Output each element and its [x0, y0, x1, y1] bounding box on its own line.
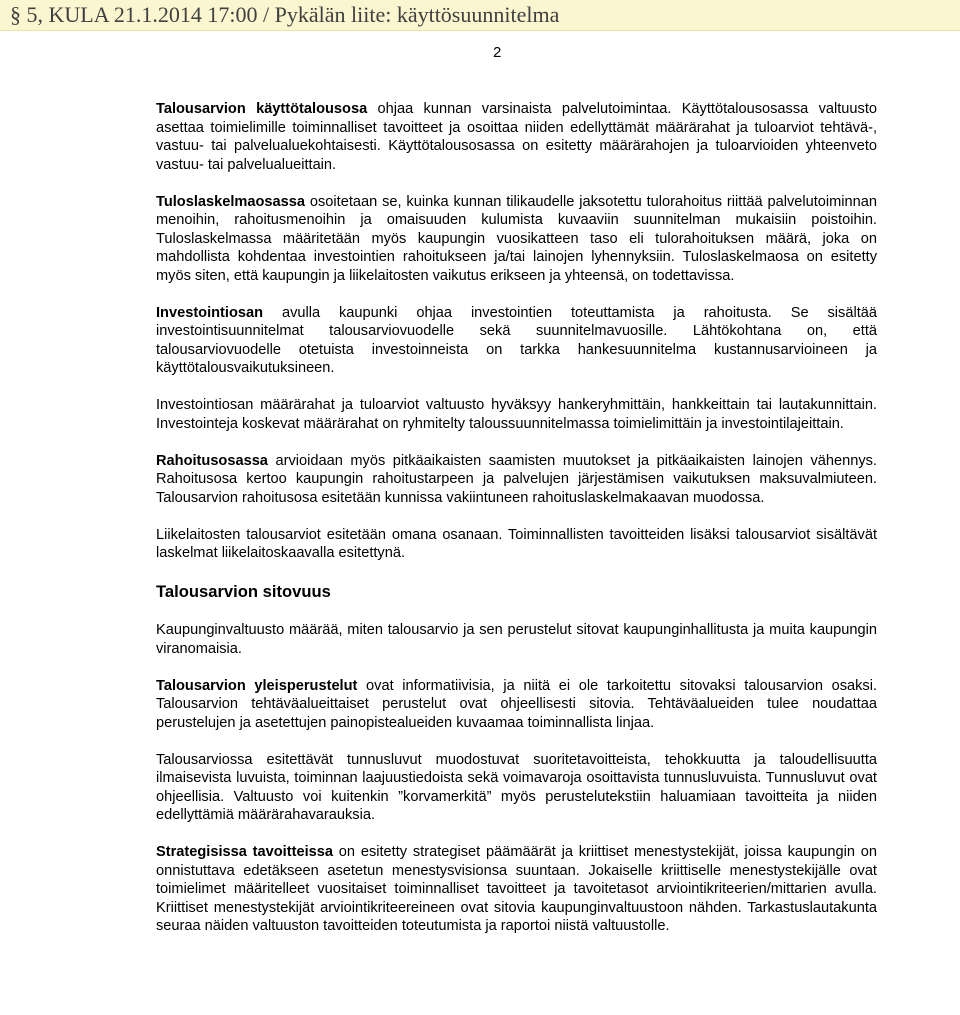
document-header-title: § 5, KULA 21.1.2014 17:00 / Pykälän liite: käyttösuunnitelma — [10, 2, 560, 27]
paragraph-investointiosan-maararahat — [156, 396, 877, 433]
paragraph-text: avulla kaupunki ohjaa investointien toteuttamista ja rahoitusta. Se sisältää investointisuunnitelmat talousarviovuodelle sekä suunnitelmavuosille. Lähtökohtana on, että talousarviovuodelle otetuista investoinneista on tarkka hankesuunnitelma kustannusarvioineen ja käyttötalousvaikutuksineen. — [156, 304, 877, 376]
paragraph-text: arvioidaan myös pitkäaikaisten saamisten muutokset ja pitkäaikaisten lainojen vähennys. Rahoitusosa kertoo kaupungin rahoitustarpeen ja palvelujen järjestämisen vaikutuksen maksuvalmiuteen. Talousarvion rahoitusosa esitetään kunnissa vakiintuneen rahoituslaskelmakaavan muodossa. — [156, 452, 877, 506]
paragraph-lead: Strategisissa tavoitteissa — [156, 844, 333, 860]
paragraph-lead: Rahoitusosassa — [156, 452, 268, 469]
paragraph-lead: Talousarvion käyttötalousosa — [156, 101, 368, 117]
paragraph-tuloslaskelmaosa — [156, 193, 877, 286]
paragraph-yleisperustelut — [156, 677, 877, 733]
paragraph-tunnusluvut — [156, 751, 877, 825]
paragraph-text: osoitetaan se, kuinka kunnan tilikaudelle jaksotettu tulorahoitus riittää palvelutoiminnan menoihin, rahoitusmenoihin ja omaisuuden kulumista kuvaaviin suunnitelman mukaisiin poistoihin. Tuloslaskelmassa määritetään myös kaupungin vuosikatteen taso eli tulorahoituksen määrä, joka on mahdollista kohdentaa investointien rahoitukseen ja/tai lainojen lyhennyksiin. Tuloslaskelmaosa on esitetty myös siten, että kaupungin ja liikelaitosten vaikutus erikseen ja yhteensä, on todettavissa. — [156, 193, 877, 284]
paragraph-text: ovat informatiivisia, ja niitä ei ole tarkoitettu sitovaksi talousarvion osaksi. Talousarvion tehtäväalueittaiset perustelut ovat ohjeellisesti sitovia. Tehtäväalueiden tulee noudattaa perustelujen ja asetettujen painopistealueiden kuvaamaa toiminnallista linjaa. — [156, 677, 877, 731]
paragraph-lead: Investointiosan — [156, 304, 264, 321]
paragraph-rahoitusosa — [156, 452, 877, 508]
paragraph-text: Liikelaitosten talousarviot esitetään omana osanaan. Toiminnallisten tavoitteiden lisäksi talousarviot sisältävät laskelmat liikelaitoskaavalla esitettynä. — [156, 526, 877, 561]
paragraph-lead: Talousarvion yleisperustelut — [156, 677, 358, 694]
paragraph-text: Kaupunginvaltuusto määrää, miten talousarvio ja sen perustelut sitovat kaupunginhallitusta ja muita kaupungin viranomaisia. — [156, 622, 877, 657]
paragraph-text: Talousarviossa esitettävät tunnusluvut muodostuvat suoritetavoitteista, tehokkuutta ja taloudellisuutta ilmaisevista luvuista, toiminnan laajuustiedoista sekä voimavaroja osoittavista tunnusluvuista. Tunnusluvut ovat ohjeellisia. Valtuusto voi kuitenkin ”korvamerkitä” myös perustelutekstiin haluamiaan tavoitteita ja niiden edellyttämiä määrärahavarauksia. — [156, 751, 877, 823]
paragraph-kayttotalousosa — [156, 100, 877, 174]
document-header-bar — [0, 0, 960, 31]
paragraph-text: Investointiosan määrärahat ja tuloarviot valtuusto hyväksyy hankeryhmittäin, hankkeittain tai lautakunnittain. Investointeja koskevat määrärahat on ryhmitelty taloussuunnitelmassa toimielimittäin ja investointilajeittain. — [156, 397, 877, 432]
document-body — [156, 100, 877, 936]
section-heading: Talousarvion sitovuus — [156, 581, 331, 601]
paragraph-investointiosa — [156, 304, 877, 378]
paragraph-liikelaitokset — [156, 526, 877, 563]
paragraph-kaupunginvaltuusto — [156, 621, 877, 658]
paragraph-text: ohjaa kunnan varsinaista palvelutoimintaa. Käyttötalousosassa valtuusto asettaa toimielimille toiminnalliset tavoitteet ja osoittaa niiden edellyttämät määrärahat ja tuloarviot tehtävä-, vastuu- tai palvelualuekohtaisesti. Käyttötalousosassa on esitetty määrärahojen ja tuloarvioiden yhteenveto vastuu- tai palvelualueittain. — [156, 101, 878, 173]
paragraph-strategiset-tavoitteet — [156, 843, 877, 936]
paragraph-text: on esitetty strategiset päämäärät ja kriittiset menestystekijät, joissa kaupungin on onnistuttava edetäkseen asetetun menestysvisionsa suuntaan. Jokaiselle kriittiselle menestystekijälle ovat toimielimet määritelleet vuositaiset toiminnalliset tavoitteet ja tavoitetasot arviointikriteerien/mittarien avulla. Kriittiset menestystekijät arviointikriteereineen ovat sitovia kaupunginvaltuustoon nähden. Tarkastuslautakunta seuraa näiden valtuuston tavoitteiden toteutumista ja raportoi niistä valtuustolle. — [156, 844, 877, 934]
page-number: 2 — [493, 44, 502, 61]
paragraph-lead: Tuloslaskelmaosassa — [156, 193, 305, 210]
